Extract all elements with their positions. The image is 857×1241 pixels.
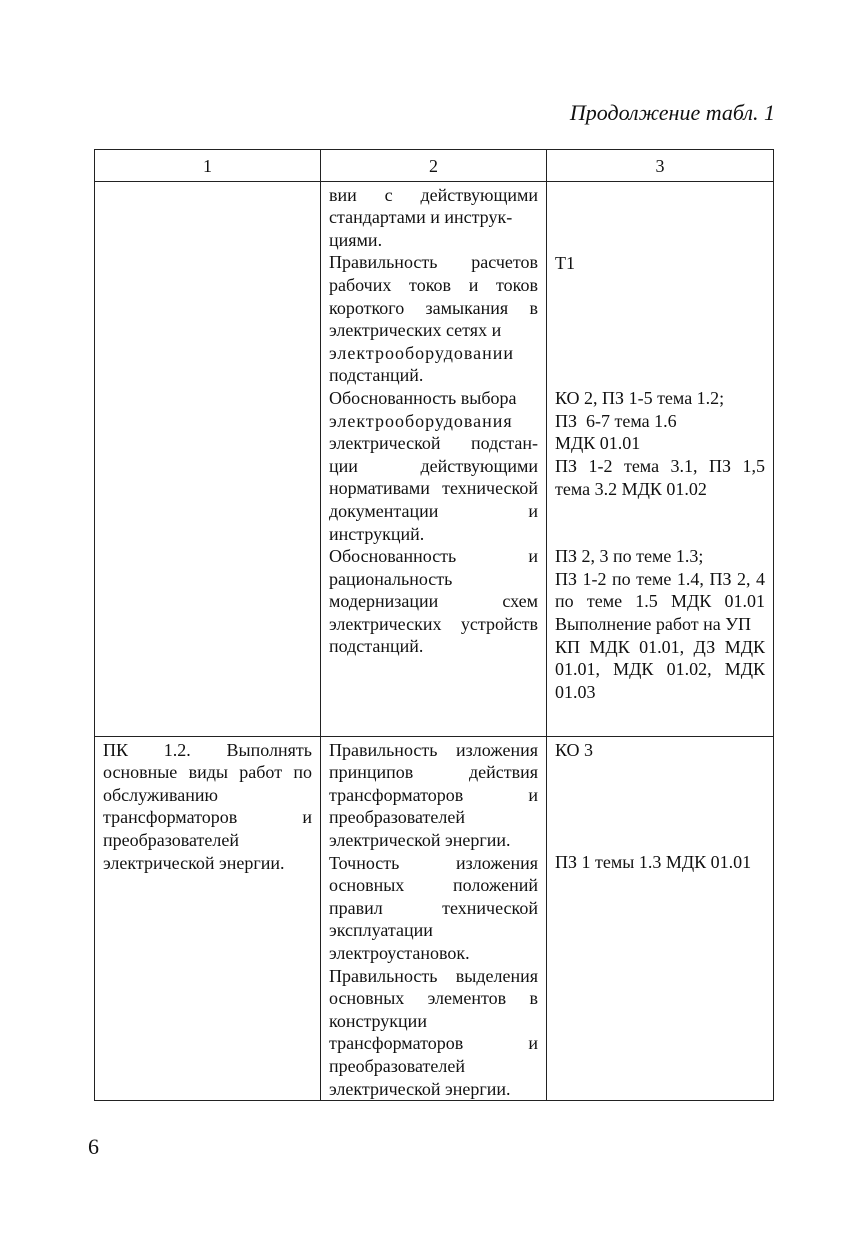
- criterion-text: подстанций.: [329, 365, 424, 386]
- table-header-row: [95, 150, 774, 182]
- page-number: 6: [88, 1134, 99, 1159]
- criterion-text: циями.: [329, 229, 383, 250]
- criterion-text: Обоснованность и рациональность модернизации схем электрических устройств подстанций.: [329, 546, 538, 657]
- row1-col3-cell: [547, 181, 774, 736]
- criterion-text: Правильность расчетов рабочих токов и токов короткого замыкания в электрических сетях и: [329, 252, 538, 341]
- header-cell-2: 2: [321, 150, 547, 182]
- assessment-text: ПЗ 1-2 тема 3.1, ПЗ 1,5 тема 3.2 МДК 01.02: [555, 455, 765, 499]
- criterion-text: электрооборудования: [329, 410, 513, 431]
- row1-col2-cell: [321, 181, 547, 736]
- table-caption: Продолжение табл. 1: [569, 100, 775, 125]
- assessment-text: КО 2, ПЗ 1-5 тема 1.2; ПЗ 6-7 тема 1.6 МДК 01.01: [555, 388, 725, 454]
- criterion-text: Обоснованность выбора: [329, 387, 517, 408]
- row2-col1-cell: [95, 736, 321, 1101]
- row2-col3-cell: [547, 736, 774, 1101]
- assessment-text: ПЗ 1-2 по теме 1.4, ПЗ 2, 4 по теме 1.5 МДК 01.01 Выполнение работ на УП: [555, 568, 765, 634]
- header-cell-3: 3: [547, 150, 774, 182]
- table-row: [95, 181, 774, 736]
- row2-col2-cell: [321, 736, 547, 1101]
- criterion-text: Точность изложения основных положений правил технической эксплуатации электроустановок.: [329, 852, 538, 963]
- row1-col1-cell: [95, 181, 321, 736]
- assessment-text: ПЗ 2, 3 по теме 1.3;: [555, 546, 704, 567]
- header-cell-1: 1: [95, 150, 321, 182]
- criterion-text: вии с действующими стандартами и инструк-: [329, 184, 538, 228]
- competency-table: [94, 149, 774, 1101]
- competency-text: ПК 1.2. Выполнять основные виды работ по обслуживанию трансформаторов и преобразователей электрической энергии.: [103, 739, 312, 873]
- criterion-text: Правильность изложения принципов действия трансформаторов и преобразователей электрической энергии.: [329, 739, 538, 850]
- assessment-text: КП МДК 01.01, ДЗ МДК 01.01, МДК 01.02, МДК 01.03: [555, 636, 765, 702]
- criterion-text: Правильность выделения основных элементов в конструкции трансформаторов и преобразователей электрической энергии.: [329, 965, 538, 1099]
- assessment-text: Т1: [555, 252, 575, 273]
- criterion-text: электрооборудовании: [329, 342, 515, 363]
- assessment-text: ПЗ 1 темы 1.3 МДК 01.01: [555, 852, 752, 873]
- assessment-text: КО 3: [555, 739, 594, 760]
- criterion-text: электрической подстан-ции действующими нормативами технической документации и инструкций.: [329, 433, 538, 544]
- table-row: [95, 736, 774, 1101]
